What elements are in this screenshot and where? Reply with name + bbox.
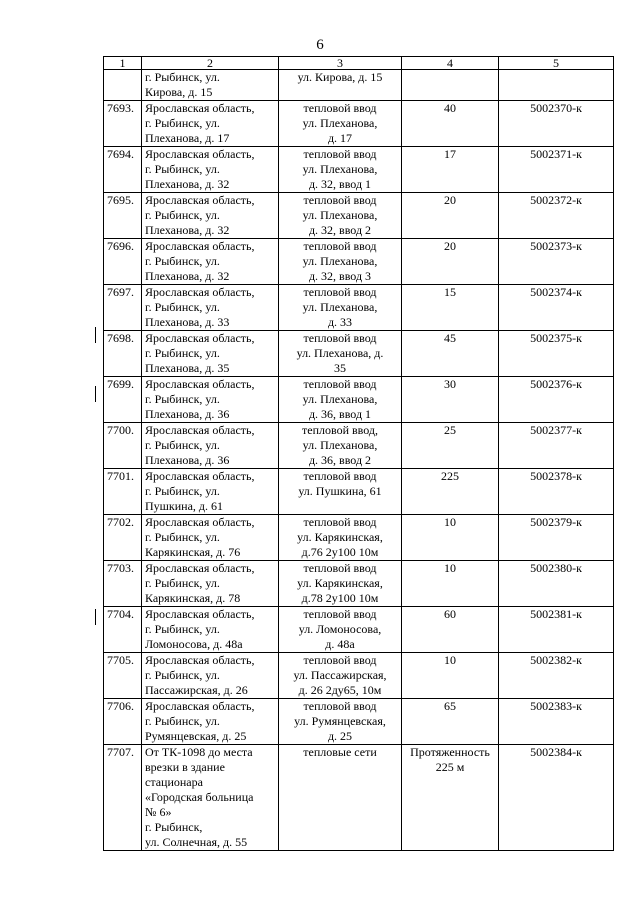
registry-code-cell bbox=[499, 469, 614, 515]
registry-code-cell bbox=[499, 515, 614, 561]
registry-code-cell bbox=[499, 239, 614, 285]
length-cell bbox=[402, 699, 499, 745]
length-cell bbox=[402, 745, 499, 851]
object-name-cell bbox=[279, 70, 402, 101]
table-row bbox=[104, 469, 614, 515]
table-row bbox=[104, 561, 614, 607]
length-cell-text: 10 bbox=[444, 653, 456, 667]
length-cell bbox=[402, 561, 499, 607]
registry-code-cell-text: 5002378-к bbox=[530, 469, 582, 483]
table-row bbox=[104, 193, 614, 239]
registry-code-cell-text: 5002373-к bbox=[530, 239, 582, 253]
column-number-row bbox=[104, 57, 614, 70]
property-register-table bbox=[103, 56, 614, 851]
row-number-cell bbox=[104, 377, 142, 423]
address-cell bbox=[142, 607, 279, 653]
address-cell bbox=[142, 699, 279, 745]
object-name-cell bbox=[279, 239, 402, 285]
row-number-cell-text: 7699. bbox=[107, 377, 134, 391]
row-number-cell-text: 7703. bbox=[107, 561, 134, 575]
registry-code-cell-text: 5002371-к bbox=[530, 147, 582, 161]
address-cell-text: Ярославская область, г. Рыбинск, ул. Плеханова, д. 32 bbox=[145, 147, 255, 191]
object-name-cell bbox=[279, 607, 402, 653]
row-number-cell bbox=[104, 193, 142, 239]
address-cell-text: Ярославская область, г. Рыбинск, ул. Пассажирская, д. 26 bbox=[145, 653, 255, 697]
table-row bbox=[104, 699, 614, 745]
registry-code-cell bbox=[499, 653, 614, 699]
registry-code-cell bbox=[499, 147, 614, 193]
registry-code-cell-text: 5002383-к bbox=[530, 699, 582, 713]
row-number-cell-text: 7698. bbox=[107, 331, 134, 345]
length-cell-text: 60 bbox=[444, 607, 456, 621]
table-row bbox=[104, 745, 614, 851]
table-row bbox=[104, 70, 614, 101]
object-name-cell-text: тепловой ввод ул. Плеханова, д. 33 bbox=[302, 285, 378, 329]
table-row bbox=[104, 423, 614, 469]
column-number: 5 bbox=[499, 57, 614, 70]
row-number-cell-text: 7697. bbox=[107, 285, 134, 299]
address-cell-text: Ярославская область, г. Рыбинск, ул. Плеханова, д. 32 bbox=[145, 239, 255, 283]
length-cell-text: 17 bbox=[444, 147, 456, 161]
address-cell bbox=[142, 653, 279, 699]
row-number-cell bbox=[104, 331, 142, 377]
table-row bbox=[104, 377, 614, 423]
address-cell bbox=[142, 745, 279, 851]
address-cell-text: Ярославская область, г. Рыбинск, ул. Карякинская, д. 78 bbox=[145, 561, 255, 605]
address-cell-text: Ярославская область, г. Рыбинск, ул. Пушкина, д. 61 bbox=[145, 469, 255, 513]
length-cell bbox=[402, 101, 499, 147]
address-cell-text: Ярославская область, г. Рыбинск, ул. Ломоносова, д. 48а bbox=[145, 607, 255, 651]
row-number-cell bbox=[104, 285, 142, 331]
object-name-cell bbox=[279, 147, 402, 193]
length-cell bbox=[402, 653, 499, 699]
object-name-cell-text: тепловой ввод ул. Плеханова, д. 36, ввод 1 bbox=[302, 377, 378, 421]
length-cell-text: Протяженность 225 м bbox=[410, 745, 490, 774]
row-number-cell bbox=[104, 101, 142, 147]
address-cell-text: Ярославская область, г. Рыбинск, ул. Плеханова, д. 36 bbox=[145, 377, 255, 421]
registry-code-cell-text: 5002380-к bbox=[530, 561, 582, 575]
row-number-cell bbox=[104, 70, 142, 101]
row-number-cell-text: 7694. bbox=[107, 147, 134, 161]
address-cell-text: Ярославская область, г. Рыбинск, ул. Румянцевская, д. 25 bbox=[145, 699, 255, 743]
address-cell-text: Ярославская область, г. Рыбинск, ул. Плеханова, д. 32 bbox=[145, 193, 255, 237]
object-name-cell bbox=[279, 653, 402, 699]
object-name-cell bbox=[279, 515, 402, 561]
object-name-cell bbox=[279, 331, 402, 377]
row-number-cell-text: 7705. bbox=[107, 653, 134, 667]
margin-mark-2 bbox=[95, 386, 96, 402]
length-cell-text: 25 bbox=[444, 423, 456, 437]
length-cell bbox=[402, 70, 499, 101]
registry-code-cell bbox=[499, 745, 614, 851]
length-cell-text: 65 bbox=[444, 699, 456, 713]
object-name-cell-text: тепловые сети bbox=[303, 745, 377, 759]
object-name-cell bbox=[279, 285, 402, 331]
table-row bbox=[104, 515, 614, 561]
page-number: 6 bbox=[316, 37, 324, 53]
length-cell bbox=[402, 285, 499, 331]
registry-code-cell-text: 5002382-к bbox=[530, 653, 582, 667]
table-row bbox=[104, 285, 614, 331]
length-cell-text: 40 bbox=[444, 101, 456, 115]
address-cell bbox=[142, 285, 279, 331]
registry-code-cell bbox=[499, 699, 614, 745]
column-number: 4 bbox=[402, 57, 499, 70]
object-name-cell-text: тепловой ввод ул. Ломоносова, д. 48а bbox=[298, 607, 382, 651]
row-number-cell bbox=[104, 515, 142, 561]
row-number-cell-text: 7707. bbox=[107, 745, 134, 759]
address-cell-text: Ярославская область, г. Рыбинск, ул. Плеханова, д. 17 bbox=[145, 101, 255, 145]
object-name-cell-text: тепловой ввод ул. Плеханова, д. 32, ввод 3 bbox=[302, 239, 378, 283]
address-cell-text: Ярославская область, г. Рыбинск, ул. Плеханова, д. 36 bbox=[145, 423, 255, 467]
length-cell bbox=[402, 147, 499, 193]
registry-code-cell-text: 5002384-к bbox=[530, 745, 582, 759]
registry-code-cell bbox=[499, 285, 614, 331]
address-cell bbox=[142, 147, 279, 193]
address-cell bbox=[142, 331, 279, 377]
registry-code-cell bbox=[499, 331, 614, 377]
registry-code-cell-text: 5002372-к bbox=[530, 193, 582, 207]
row-number-cell-text: 7706. bbox=[107, 699, 134, 713]
object-name-cell-text: тепловой ввод ул. Плеханова, д. 32, ввод 2 bbox=[302, 193, 378, 237]
address-cell bbox=[142, 561, 279, 607]
object-name-cell bbox=[279, 561, 402, 607]
object-name-cell bbox=[279, 699, 402, 745]
row-number-cell bbox=[104, 147, 142, 193]
address-cell bbox=[142, 239, 279, 285]
row-number-cell-text: 7700. bbox=[107, 423, 134, 437]
object-name-cell-text: тепловой ввод ул. Плеханова, д. 32, ввод 1 bbox=[302, 147, 378, 191]
length-cell bbox=[402, 377, 499, 423]
object-name-cell bbox=[279, 101, 402, 147]
address-cell bbox=[142, 377, 279, 423]
address-cell-text: г. Рыбинск, ул. Кирова, д. 15 bbox=[145, 70, 220, 99]
table-row bbox=[104, 331, 614, 377]
address-cell bbox=[142, 423, 279, 469]
registry-code-cell bbox=[499, 423, 614, 469]
address-cell-text: От ТК-1098 до места врезки в здание стационара «Городская больница № 6» г. Рыбинск, ул. Солнечная, д. 55 bbox=[145, 745, 254, 849]
object-name-cell-text: ул. Кирова, д. 15 bbox=[297, 70, 383, 84]
registry-code-cell bbox=[499, 193, 614, 239]
row-number-cell-text: 7695. bbox=[107, 193, 134, 207]
length-cell bbox=[402, 515, 499, 561]
object-name-cell-text: тепловой ввод, ул. Плеханова, д. 36, ввод 2 bbox=[302, 423, 378, 467]
registry-code-cell-text: 5002376-к bbox=[530, 377, 582, 391]
row-number-cell bbox=[104, 469, 142, 515]
length-cell-text: 15 bbox=[444, 285, 456, 299]
table-row bbox=[104, 607, 614, 653]
length-cell-text: 225 bbox=[441, 469, 459, 483]
registry-code-cell-text: 5002377-к bbox=[530, 423, 582, 437]
table-row bbox=[104, 101, 614, 147]
registry-code-cell bbox=[499, 561, 614, 607]
length-cell-text: 10 bbox=[444, 561, 456, 575]
length-cell bbox=[402, 331, 499, 377]
registry-code-cell-text: 5002375-к bbox=[530, 331, 582, 345]
length-cell-text: 30 bbox=[444, 377, 456, 391]
registry-code-cell-text: 5002381-к bbox=[530, 607, 582, 621]
object-name-cell-text: тепловой ввод ул. Карякинская, д.76 2у100 10м bbox=[297, 515, 383, 559]
object-name-cell bbox=[279, 469, 402, 515]
row-number-cell bbox=[104, 239, 142, 285]
registry-code-cell-text: 5002374-к bbox=[530, 285, 582, 299]
object-name-cell bbox=[279, 423, 402, 469]
length-cell-text: 10 bbox=[444, 515, 456, 529]
length-cell bbox=[402, 193, 499, 239]
margin-mark-1 bbox=[95, 327, 96, 343]
length-cell-text: 20 bbox=[444, 193, 456, 207]
address-cell-text: Ярославская область, г. Рыбинск, ул. Плеханова, д. 35 bbox=[145, 331, 255, 375]
row-number-cell bbox=[104, 699, 142, 745]
margin-mark-3 bbox=[95, 609, 96, 625]
column-number: 1 bbox=[104, 57, 142, 70]
object-name-cell-text: тепловой ввод ул. Карякинская, д.78 2у100 10м bbox=[297, 561, 383, 605]
registry-code-cell bbox=[499, 101, 614, 147]
object-name-cell bbox=[279, 377, 402, 423]
table-row bbox=[104, 147, 614, 193]
address-cell bbox=[142, 469, 279, 515]
table-row bbox=[104, 239, 614, 285]
object-name-cell bbox=[279, 745, 402, 851]
length-cell bbox=[402, 423, 499, 469]
row-number-cell-text: 7701. bbox=[107, 469, 134, 483]
length-cell bbox=[402, 607, 499, 653]
row-number-cell bbox=[104, 561, 142, 607]
row-number-cell bbox=[104, 745, 142, 851]
row-number-cell-text: 7702. bbox=[107, 515, 134, 529]
row-number-cell bbox=[104, 423, 142, 469]
length-cell bbox=[402, 239, 499, 285]
table-row bbox=[104, 653, 614, 699]
object-name-cell-text: тепловой ввод ул. Плеханова, д. 17 bbox=[302, 101, 378, 145]
address-cell-text: Ярославская область, г. Рыбинск, ул. Карякинская, д. 76 bbox=[145, 515, 255, 559]
object-name-cell-text: тепловой ввод ул. Пассажирская, д. 26 2ду65, 10м bbox=[293, 653, 387, 697]
object-name-cell-text: тепловой ввод ул. Пушкина, 61 bbox=[298, 469, 382, 498]
length-cell-text: 45 bbox=[444, 331, 456, 345]
registry-code-cell-text: 5002379-к bbox=[530, 515, 582, 529]
length-cell-text: 20 bbox=[444, 239, 456, 253]
address-cell bbox=[142, 101, 279, 147]
row-number-cell-text: 7693. bbox=[107, 101, 134, 115]
registry-code-cell bbox=[499, 70, 614, 101]
length-cell bbox=[402, 469, 499, 515]
column-number: 2 bbox=[142, 57, 279, 70]
registry-code-cell-text: 5002370-к bbox=[530, 101, 582, 115]
object-name-cell-text: тепловой ввод ул. Румянцевская, д. 25 bbox=[294, 699, 386, 743]
address-cell bbox=[142, 515, 279, 561]
row-number-cell bbox=[104, 653, 142, 699]
column-number: 3 bbox=[279, 57, 402, 70]
row-number-cell bbox=[104, 607, 142, 653]
registry-code-cell bbox=[499, 607, 614, 653]
row-number-cell-text: 7704. bbox=[107, 607, 134, 621]
address-cell bbox=[142, 193, 279, 239]
address-cell bbox=[142, 70, 279, 101]
row-number-cell-text: 7696. bbox=[107, 239, 134, 253]
address-cell-text: Ярославская область, г. Рыбинск, ул. Плеханова, д. 33 bbox=[145, 285, 255, 329]
object-name-cell-text: тепловой ввод ул. Плеханова, д. 35 bbox=[296, 331, 384, 375]
registry-code-cell bbox=[499, 377, 614, 423]
object-name-cell bbox=[279, 193, 402, 239]
